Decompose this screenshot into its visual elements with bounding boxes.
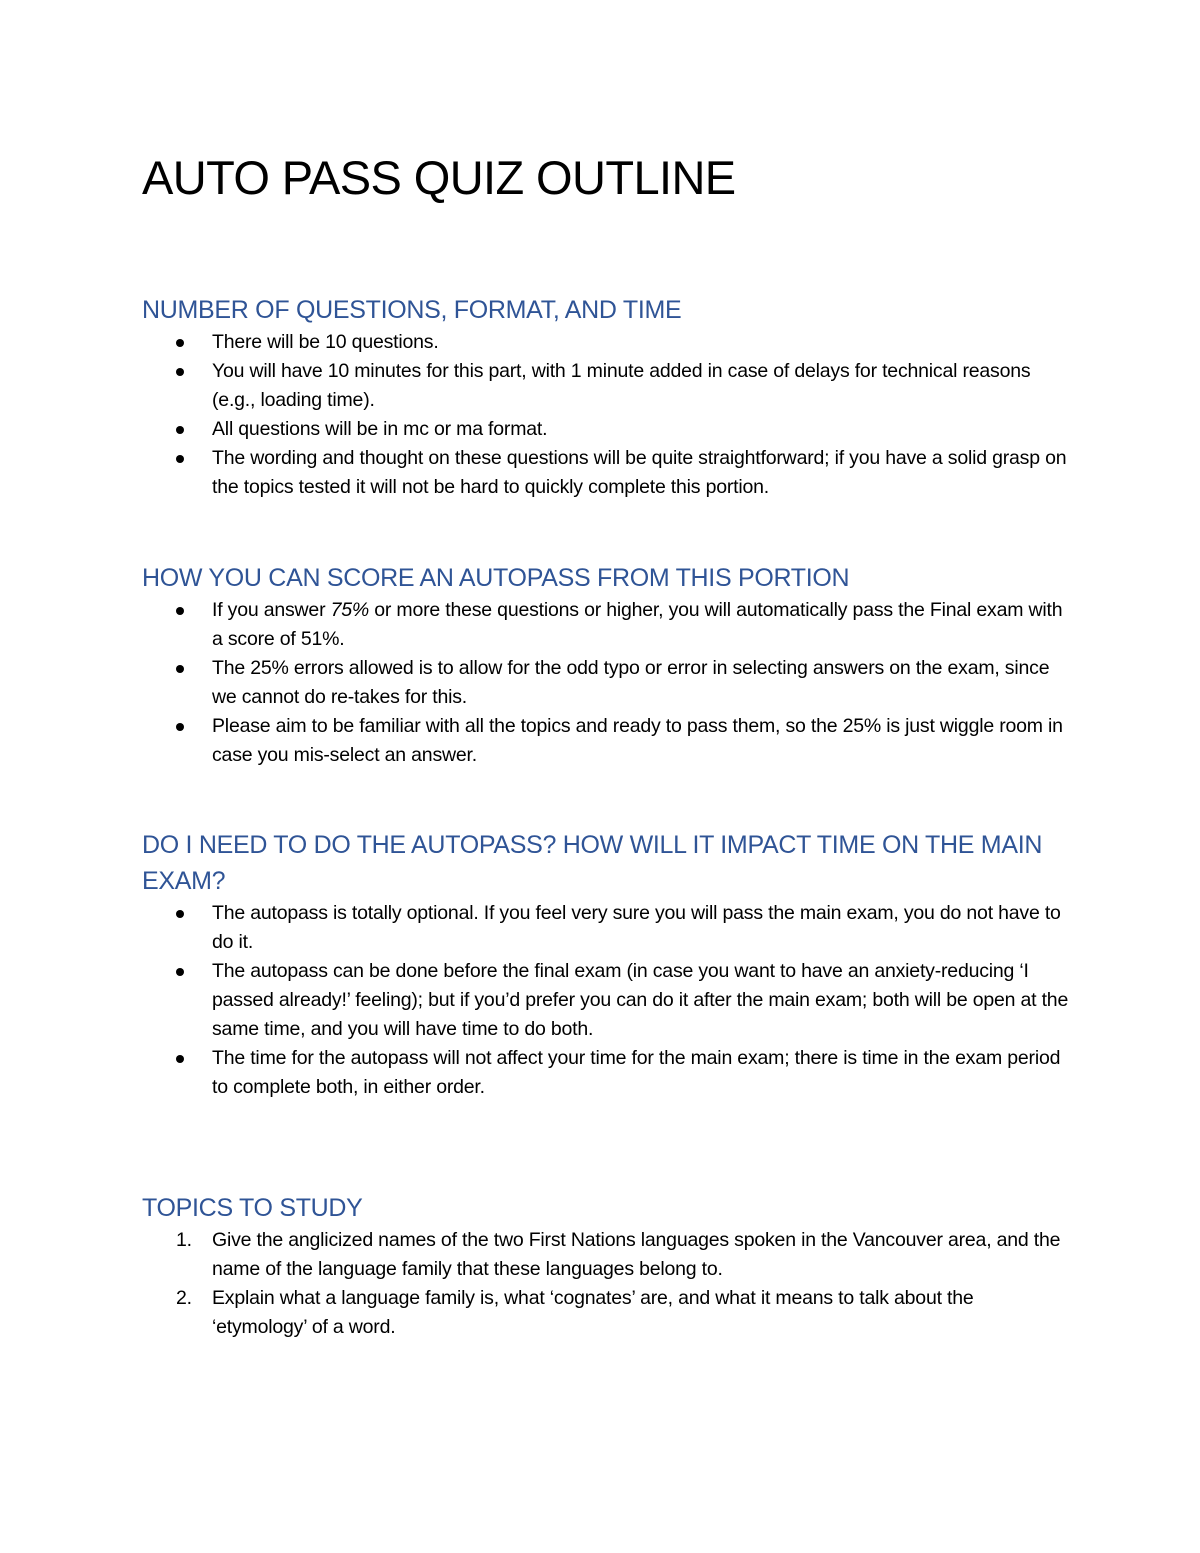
list-item-text: The 25% errors allowed is to allow for the odd typo or error in selecting answers on the exam, since we cannot do re-takes for this. [212, 657, 1050, 708]
bullet-icon [176, 368, 184, 376]
section-heading: NUMBER OF QUESTIONS, FORMAT, AND TIME [142, 296, 682, 324]
list-item-text: You will have 10 minutes for this part, with 1 minute added in case of delays for technical reasons (e.g., loading time). [212, 360, 1031, 411]
document-title: AUTO PASS QUIZ OUTLINE [142, 151, 736, 204]
list-item-text-end: or more these questions or higher, you will automatically pass the Final exam with a score of 51%. [212, 599, 1063, 650]
list-item [142, 596, 1072, 654]
list-item-text: The autopass is totally optional. If you feel very sure you will pass the main exam, you do not have to do it. [212, 902, 1061, 953]
bullet-icon [176, 665, 184, 673]
list-item-text: The wording and thought on these questions will be quite straightforward; if you have a solid grasp on the topics tested it will not be hard to quickly complete this portion. [212, 447, 1067, 498]
bullet-icon [176, 607, 184, 615]
list-item-number: 1. [176, 1229, 192, 1251]
bullet-list [142, 328, 1072, 502]
list-item [142, 357, 1072, 415]
emphasis-percentage: 75% [330, 599, 370, 621]
section-autopass-impact [142, 827, 1072, 1102]
bullet-icon [176, 910, 184, 918]
list-item-text: Explain what a language family is, what ‘cognates’ are, and what it means to talk about the ‘etymology’ of a word. [212, 1287, 974, 1338]
section-heading: DO I NEED TO DO THE AUTOPASS? HOW WILL IT IMPACT TIME ON THE MAIN EXAM? [142, 831, 1043, 895]
section-heading: TOPICS TO STUDY [142, 1194, 363, 1222]
bullet-list [142, 596, 1072, 770]
list-item-number: 2. [176, 1287, 192, 1309]
bullet-icon [176, 723, 184, 731]
list-item [142, 1044, 1072, 1102]
list-item [142, 654, 1072, 712]
list-item [142, 899, 1072, 957]
list-item-text: All questions will be in mc or ma format. [212, 418, 548, 440]
bullet-list [142, 899, 1072, 1102]
list-item-text: The time for the autopass will not affect your time for the main exam; there is time in the exam period to complete both, in either order. [212, 1047, 1061, 1098]
section-topics-to-study [142, 1190, 1072, 1342]
list-item [142, 328, 1072, 357]
bullet-icon [176, 455, 184, 463]
section-score-autopass [142, 560, 1072, 770]
section-format-and-time [142, 292, 1072, 502]
numbered-list [142, 1226, 1072, 1342]
bullet-icon [176, 339, 184, 347]
list-item-text: The autopass can be done before the final exam (in case you want to have an anxiety-reducing ‘I passed already!’ feeling); but if you’d prefer you can do it after the main exam; both will be open at the same time, and you will have time to do both. [212, 960, 1069, 1040]
list-item-text-start: If you answer [212, 599, 331, 621]
list-item [142, 444, 1072, 502]
list-item-text [212, 599, 1062, 650]
list-item [142, 957, 1072, 1044]
list-item [142, 415, 1072, 444]
bullet-icon [176, 1055, 184, 1063]
list-item [142, 1226, 1072, 1284]
list-item-text: There will be 10 questions. [212, 331, 439, 353]
list-item-text: Please aim to be familiar with all the topics and ready to pass them, so the 25% is just wiggle room in case you mis-select an answer. [212, 715, 1063, 766]
list-item-text: Give the anglicized names of the two First Nations languages spoken in the Vancouver area, and the name of the language family that these languages belong to. [212, 1229, 1061, 1280]
bullet-icon [176, 968, 184, 976]
section-heading: HOW YOU CAN SCORE AN AUTOPASS FROM THIS PORTION [142, 564, 850, 592]
bullet-icon [176, 426, 184, 434]
list-item [142, 712, 1072, 770]
list-item [142, 1284, 1072, 1342]
